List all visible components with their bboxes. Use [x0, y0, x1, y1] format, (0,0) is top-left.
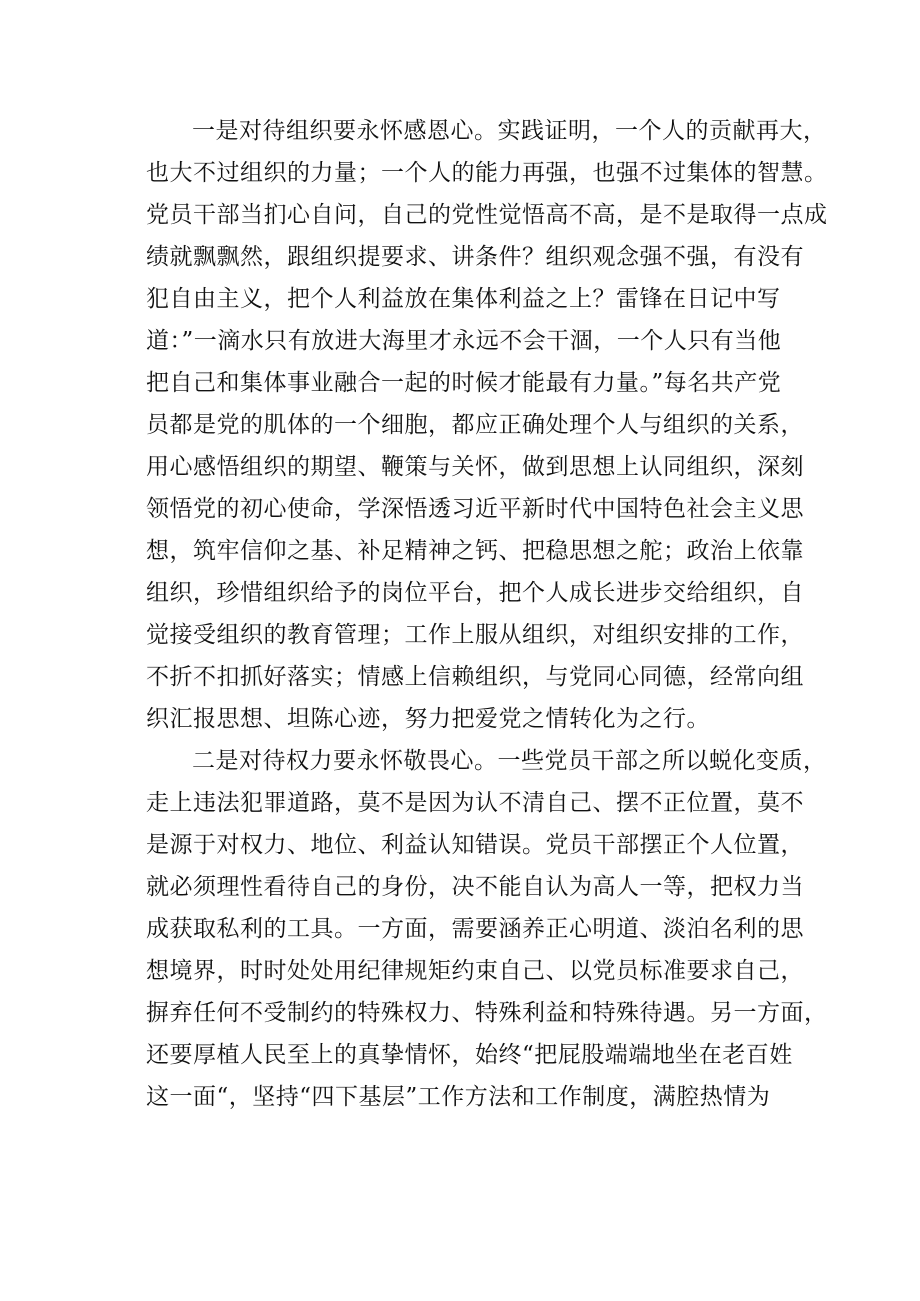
text-line: 二是对待权力要永怀敬畏心。一些党员干部之所以蜕化变质， — [192, 748, 827, 774]
text-line: 想，筑牢信仰之基、补足精神之钙、把稳思想之舵；政治上依靠 — [146, 538, 804, 564]
text-line: 走上违法犯罪道路，莫不是因为认不清自己、摆不正位置，莫不 — [146, 790, 804, 816]
text-line: 领悟党的初心使命，学深悟透习近平新时代中国特色社会主义思 — [146, 496, 804, 522]
text-line: 织汇报思想、坦陈心迹，努力把爱党之情转化为之行。 — [146, 706, 710, 732]
text-line: 犯自由主义，把个人利益放在集体利益之上？雷锋在日记中写 — [146, 286, 781, 312]
text-line: 这一面“，坚持“四下基层”工作方法和工作制度，满腔热情为 — [146, 1084, 771, 1110]
text-line: 摒弃任何不受制约的特殊权力、特殊利益和特殊待遇。另一方面， — [146, 1000, 828, 1026]
text-line: 道：”一滴水只有放进大海里才永远不会干涸，一个人只有当他 — [146, 328, 782, 354]
text-line: 也大不过组织的力量；一个人的能力再强，也强不过集体的智慧。 — [146, 160, 828, 186]
text-line: 把自己和集体事业融合一起的时候才能最有力量。”每名共产党 — [146, 370, 782, 396]
text-line: 绩就飘飘然，跟组织提要求、讲条件？组织观念强不强，有没有 — [146, 244, 804, 270]
text-line: 是源于对权力、地位、利益认知错误。党员干部摆正个人位置， — [146, 832, 804, 858]
text-line: 还要厚植人民至上的真挚情怀，始终“把屁股端端地坐在老百姓 — [146, 1042, 793, 1068]
text-line: 用心感悟组织的期望、鞭策与关怀，做到思想上认同组织，深刻 — [146, 454, 804, 480]
paragraph-gratitude — [146, 110, 828, 740]
text-line: 员都是党的肌体的一个细胞，都应正确处理个人与组织的关系， — [146, 412, 804, 438]
text-line: 成获取私利的工具。一方面，需要涵养正心明道、淡泊名利的思 — [146, 916, 804, 942]
text-line: 一是对待组织要永怀感恩心。实践证明，一个人的贡献再大， — [192, 118, 827, 144]
text-line: 组织，珍惜组织给予的岗位平台，把个人成长进步交给组织，自 — [146, 580, 804, 606]
paragraph-reverence — [146, 740, 828, 1118]
text-line: 党员干部当扪心自问，自己的党性觉悟高不高，是不是取得一点成 — [146, 202, 828, 228]
text-line: 觉接受组织的教育管理；工作上服从组织，对组织安排的工作， — [146, 622, 804, 648]
text-line: 就必须理性看待自己的身份，决不能自认为高人一等，把权力当 — [146, 874, 804, 900]
text-line: 不折不扣抓好落实；情感上信赖组织，与党同心同德，经常向组 — [146, 664, 804, 690]
text-line: 想境界，时时处处用纪律规矩约束自己、以党员标准要求自己， — [146, 958, 804, 984]
